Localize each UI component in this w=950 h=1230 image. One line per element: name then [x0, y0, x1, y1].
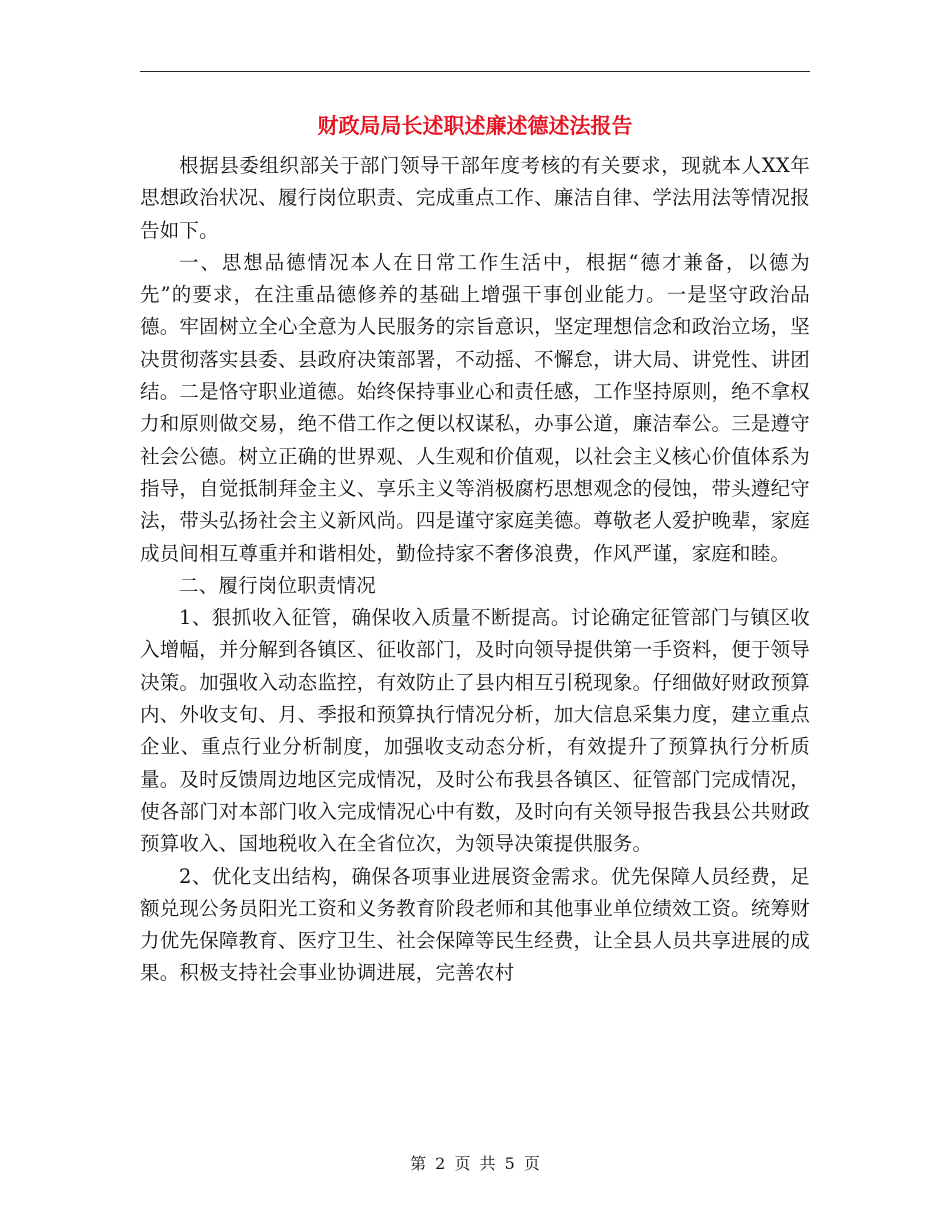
section-heading-duties: 二、履行岗位职责情况 [179, 573, 377, 597]
page-number: 第 2 页 共 5 页 [410, 1154, 540, 1173]
document-title: 财政局局长述职述廉述德述法报告 [317, 113, 633, 138]
paragraph-expenditure: 2、优化支出结构，确保各项事业进展资金需求。优先保障人员经费，足额兑现公务员阳光工资和义务教育阶段老师和其他事业单位绩效工资。统筹财力优先保障教育、医疗卫生、社会保障等民生经费，让全县人员共享进展的成果。积极支持社会事业协调进展，完善农村 [140, 864, 810, 985]
header-rule [140, 71, 810, 72]
paragraph-ethics: 一、思想品德情况本人在日常工作生活中，根据“德才兼备，以德为先”的要求，在注重品德修养的基础上增强干事创业能力。一是坚守政治品德。牢固树立全心全意为人民服务的宗旨意识，坚定理想信念和政治立场，坚决贯彻落实县委、县政府决策部署，不动摇、不懈怠，讲大局、讲党性、讲团结。二是恪守职业道德。始终保持事业心和责任感，工作坚持原则，绝不拿权力和原则做交易，绝不借工作之便以权谋私，办事公道，廉洁奉公。三是遵守社会公德。树立正确的世界观、人生观和价值观，以社会主义核心价值体系为指导，自觉抵制拜金主义、享乐主义等消极腐朽思想观念的侵蚀，带头遵纪守法，带头弘扬社会主义新风尚。四是谨守家庭美德。尊敬老人爱护晚辈，家庭成员间相互尊重并和谐相处，勤俭持家不奢侈浪费，作风严谨，家庭和睦。 [140, 250, 810, 565]
document-body [140, 150, 810, 990]
paragraph-revenue: 1、狠抓收入征管，确保收入质量不断提高。讨论确定征管部门与镇区收入增幅，并分解到各镇区、征收部门，及时向领导提供第一手资料，便于领导决策。加强收入动态监控，有效防止了县内相互引税现象。仔细做好财政预算内、外收支旬、月、季报和预算执行情况分析，加大信息采集力度，建立重点企业、重点行业分析制度，加强收支动态分析，有效提升了预算执行分析质量。及时反馈周边地区完成情况，及时公布我县各镇区、征管部门完成情况，使各部门对本部门收入完成情况心中有数，及时向有关领导报告我县公共财政预算收入、国地税收入在全省位次，为领导决策提供服务。 [140, 606, 810, 856]
paragraph-intro: 根据县委组织部关于部门领导干部年度考核的有关要求，现就本人XX年思想政治状况、履行岗位职责、完成重点工作、廉洁自律、学法用法等情况报告如下。 [140, 154, 810, 242]
